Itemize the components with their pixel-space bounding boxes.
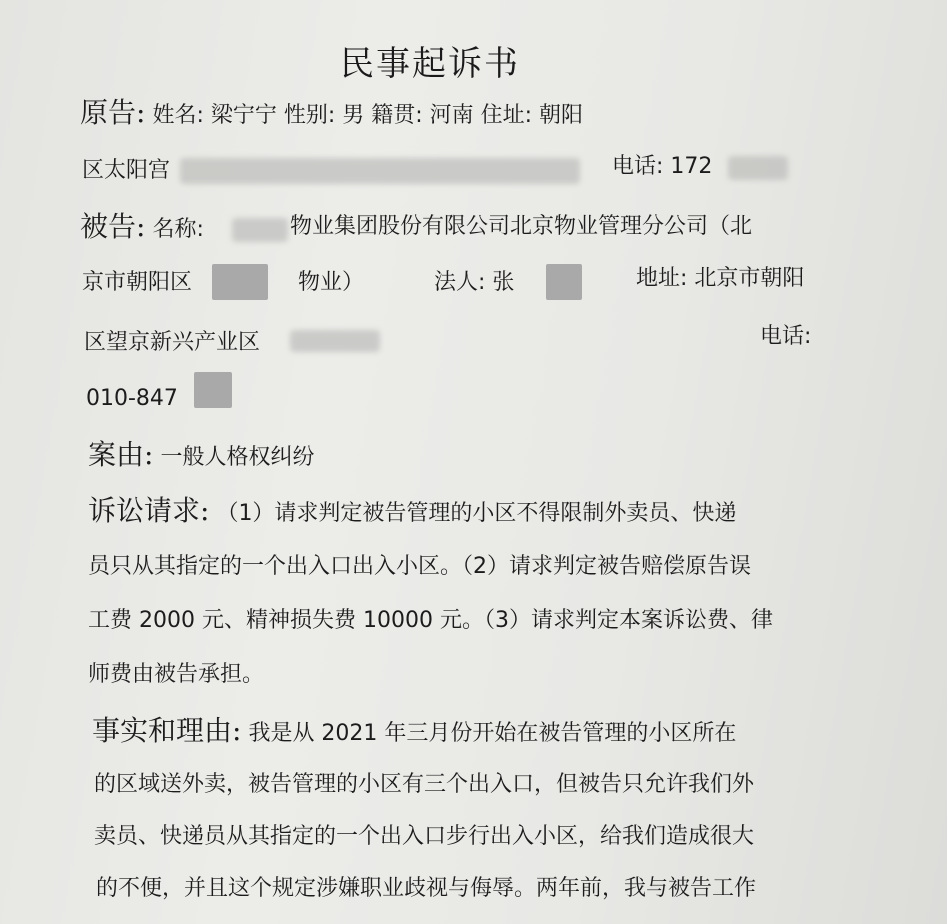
plaintiff-line-1 [80,98,583,131]
defendant-company: 物业集团股份有限公司北京物业管理分公司（北 [290,214,753,239]
redacted-address [180,158,580,184]
redacted-phone-2 [194,372,232,408]
plaintiff-phone: 电话: 172 [612,154,713,179]
defendant-line-3-a: 区望京新兴产业区 [84,330,261,355]
defendant-legal-rep: 法人: 张 [434,270,515,295]
claims-line-3: 工费 2000 元、精神损失费 10000 元。（3）请求判定本案诉讼费、律 [88,608,773,633]
document-title: 民事起诉书 [340,44,520,84]
claims-line-2: 员只从其指定的一个出入口出入小区。（2）请求判定被告赔偿原告误 [88,554,751,579]
facts-text-1: 我是从 2021 年三月份开始在被告管理的小区所在 [248,721,737,746]
claims-line-4: 师费由被告承担。 [88,662,265,687]
redacted-address-2 [290,330,380,352]
redacted-name [546,264,582,300]
defendant-name-label: 名称: [152,217,204,242]
claims-heading: 诉讼请求: [88,494,210,527]
cause-text: 一般人格权纠纷 [160,445,315,470]
plaintiff-heading: 原告: [80,96,146,129]
cause-heading: 案由: [88,438,154,471]
defendant-phone-label: 电话: [760,324,812,349]
redacted-block [212,264,268,300]
defendant-phone: 010-847 [86,386,178,411]
facts-line-2: 的区域送外卖，被告管理的小区有三个出入口，但被告只允许我们外 [94,772,755,797]
facts-line-4: 的不便，并且这个规定涉嫌职业歧视与侮辱。两年前，我与被告工作 [96,876,757,901]
claims-line-1 [88,496,736,529]
cause-line [88,440,314,473]
claims-text-1: （1）请求判定被告管理的小区不得限制外卖员、快递 [216,501,737,526]
defendant-line-2-a: 京市朝阳区 [82,270,193,295]
defendant-address: 地址: 北京市朝阳 [636,266,805,291]
facts-heading: 事实和理由: [92,714,242,747]
defendant-line-1 [80,212,204,245]
defendant-heading: 被告: [80,210,146,243]
facts-line-3: 卖员、快递员从其指定的一个出入口步行出入小区，给我们造成很大 [94,824,755,849]
plaintiff-address-start: 区太阳宫 [82,158,171,183]
plaintiff-line-2 [82,156,170,186]
redacted-company-prefix [232,218,288,242]
plaintiff-info: 姓名: 梁宁宁 性别: 男 籍贯: 河南 住址: 朝阳 [152,103,584,128]
defendant-line-2-b: 物业） [298,270,365,295]
redacted-phone [728,156,788,180]
facts-line-1 [92,716,736,749]
